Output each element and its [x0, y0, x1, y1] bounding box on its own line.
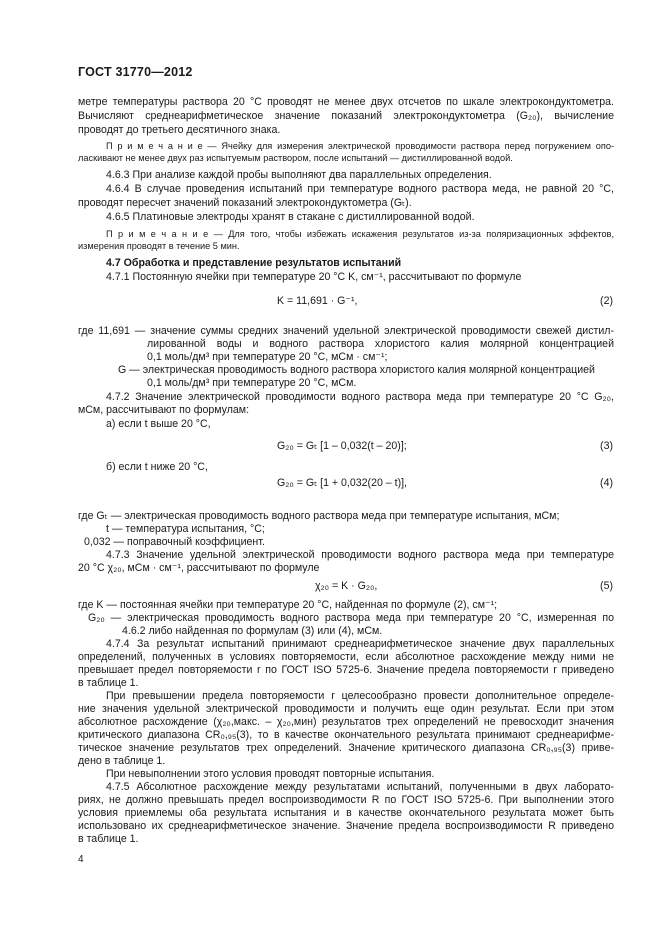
text-line: где Gₜ — электрическая проводимость водного раствора меда при температуре испытания, мСм; [78, 510, 560, 522]
equation-number: (5) [600, 580, 613, 592]
text-line: 0,1 моль/дм³ при температуре 20 °С, мСм. [147, 377, 357, 389]
text-line: t — температура испытания, °С; [106, 523, 265, 535]
text-line: б) если t ниже 20 °С, [106, 461, 208, 473]
equation-number: (3) [600, 440, 613, 452]
formula: G₂₀ = Gₜ [1 + 0,032(20 – t)], [277, 477, 407, 489]
text-line: 4.7.5 Абсолютное расхождение между результатами испытаний, полученными в двух лаборато- [106, 781, 614, 793]
text-line: где K — постоянная ячейки при температуре 20 °С, найденная по формуле (2), см⁻¹; [78, 599, 498, 611]
text-line: дено в таблице 1. [78, 755, 166, 767]
note-line: П р и м е ч а н и е — Для того, чтобы избежать искажения результатов из-за поляризационных эффектов, [106, 229, 614, 239]
note-line: ласкивают не менее двух раз испытуемым раствором, после испытаний — дистиллированной водой. [78, 153, 513, 163]
text-line: тическое значение результатов трех определений. Значение критического диапазона CR₀,₉₅(3) приве- [78, 742, 614, 754]
text-line: мСм, рассчитывают по формулам: [78, 404, 250, 416]
text-line: При невыполнении этого условия проводят повторные испытания. [106, 768, 435, 780]
text-line: проводят пересчет значений показаний электрокондуктометра (Gₜ). [78, 197, 412, 209]
text-line: 4.7.4 За результат испытаний принимают среднеарифметическое значение двух параллельных [106, 638, 614, 650]
text-line: превышает предел повторяемости r по ГОСТ ISO 5725-6. Значение предела повторяемости r приведено [78, 664, 614, 676]
text-line: использовано их среднеарифметическое значение. Значение предела воспроизводимости R приведено [78, 820, 614, 832]
equation-number: (4) [600, 477, 613, 489]
text-line: 4.7.1 Постоянную ячейки при температуре 20 °С K, см⁻¹, рассчитывают по формуле [106, 271, 522, 283]
text-line: 4.6.4 В случае проведения испытаний при температуре водного раствора меда, не равной 20 °С, [106, 183, 614, 195]
text-line: метре температуры раствора 20 °С проводят не менее двух отсчетов по шкале электрокондуктометра. [78, 96, 614, 108]
text-line: проводят до третьего десятичного знака. [78, 124, 281, 136]
text-line: 4.6.2 либо найденная по формулам (3) или (4), мСм. [122, 625, 383, 637]
text-line: в таблице 1. [78, 833, 139, 845]
formula: G₂₀ = Gₜ [1 – 0,032(t – 20)]; [277, 440, 407, 452]
text-line: Вычисляют среднеарифметическое значение показаний электрокондуктометра (G₂₀), вычисление [78, 110, 614, 122]
text-line: лированной воды и водного раствора хлористого калия молярной концентрацией [147, 338, 614, 350]
text-line: 0,1 моль/дм³ при температуре 20 °С, мСм · см⁻¹; [147, 351, 388, 363]
text-line: 20 °С χ₂₀, мСм · см⁻¹, рассчитывают по формуле [78, 562, 320, 574]
text-line: ние значения удельной электрической проводимости и получить еще один результат. Если при этом [78, 703, 614, 715]
section-heading: 4.7 Обработка и представление результатов испытаний [106, 257, 402, 269]
text-line: 4.6.3 При анализе каждой пробы выполняют два параллельных определения. [106, 169, 492, 181]
equation-number: (2) [600, 295, 613, 307]
text-line: G₂₀ — электрическая проводимость водного раствора меда при температуре 20 °С, измеренная по [88, 612, 614, 624]
text-line: 4.7.3 Значение удельной электрической проводимости водного раствора меда при температуре [106, 549, 614, 561]
text-line: в таблице 1. [78, 677, 139, 689]
text-line: определений, полученных в условиях повторяемости, если абсолютное расхождение между ними не [78, 651, 614, 663]
formula: χ₂₀ = K · G₂₀, [315, 580, 378, 592]
text-line: абсолютное расхождение (χ₂₀,макс. – χ₂₀,мин) результатов трех определений не превосходит значения [78, 716, 614, 728]
standard-header: ГОСТ 31770—2012 [78, 65, 193, 79]
text-line: где 11,691 — значение суммы средних значений удельной электрической проводимости свежей дистил- [78, 325, 614, 337]
text-line: G — электрическая проводимость водного раствора хлористого калия молярной концентрацией [118, 364, 595, 376]
page-number: 4 [78, 854, 84, 865]
note-line: П р и м е ч а н и е — Ячейку для измерения электрической проводимости раствора перед погружением опо- [106, 141, 614, 151]
text-line: 4.6.5 Платиновые электроды хранят в стакане с дистиллированной водой. [106, 211, 475, 223]
text-line: риях, не должно превышать предел воспроизводимости R по ГОСТ ISO 5725-6. При выполнении этого [78, 794, 614, 806]
text-line: 0,032 — поправочный коэффициент. [84, 536, 265, 548]
text-line: а) если t выше 20 °С, [106, 418, 211, 430]
note-line: измерения проводят в течение 5 мин. [78, 241, 240, 251]
text-line: 4.7.2 Значение электрической проводимости водного раствора меда при температуре 20 °С G₂₀, [106, 391, 614, 403]
text-line: При превышении предела повторяемости r целесообразно провести дополнительное определе- [106, 690, 614, 702]
formula: K = 11,691 · G⁻¹, [277, 295, 358, 307]
text-line: условия приемлемы оба результата испытания и в качестве окончательного результата может быть [78, 807, 614, 819]
text-line: критического диапазона CR₀,₉₅(3), то в качестве окончательного результата принимают среднеарифме- [78, 729, 614, 741]
